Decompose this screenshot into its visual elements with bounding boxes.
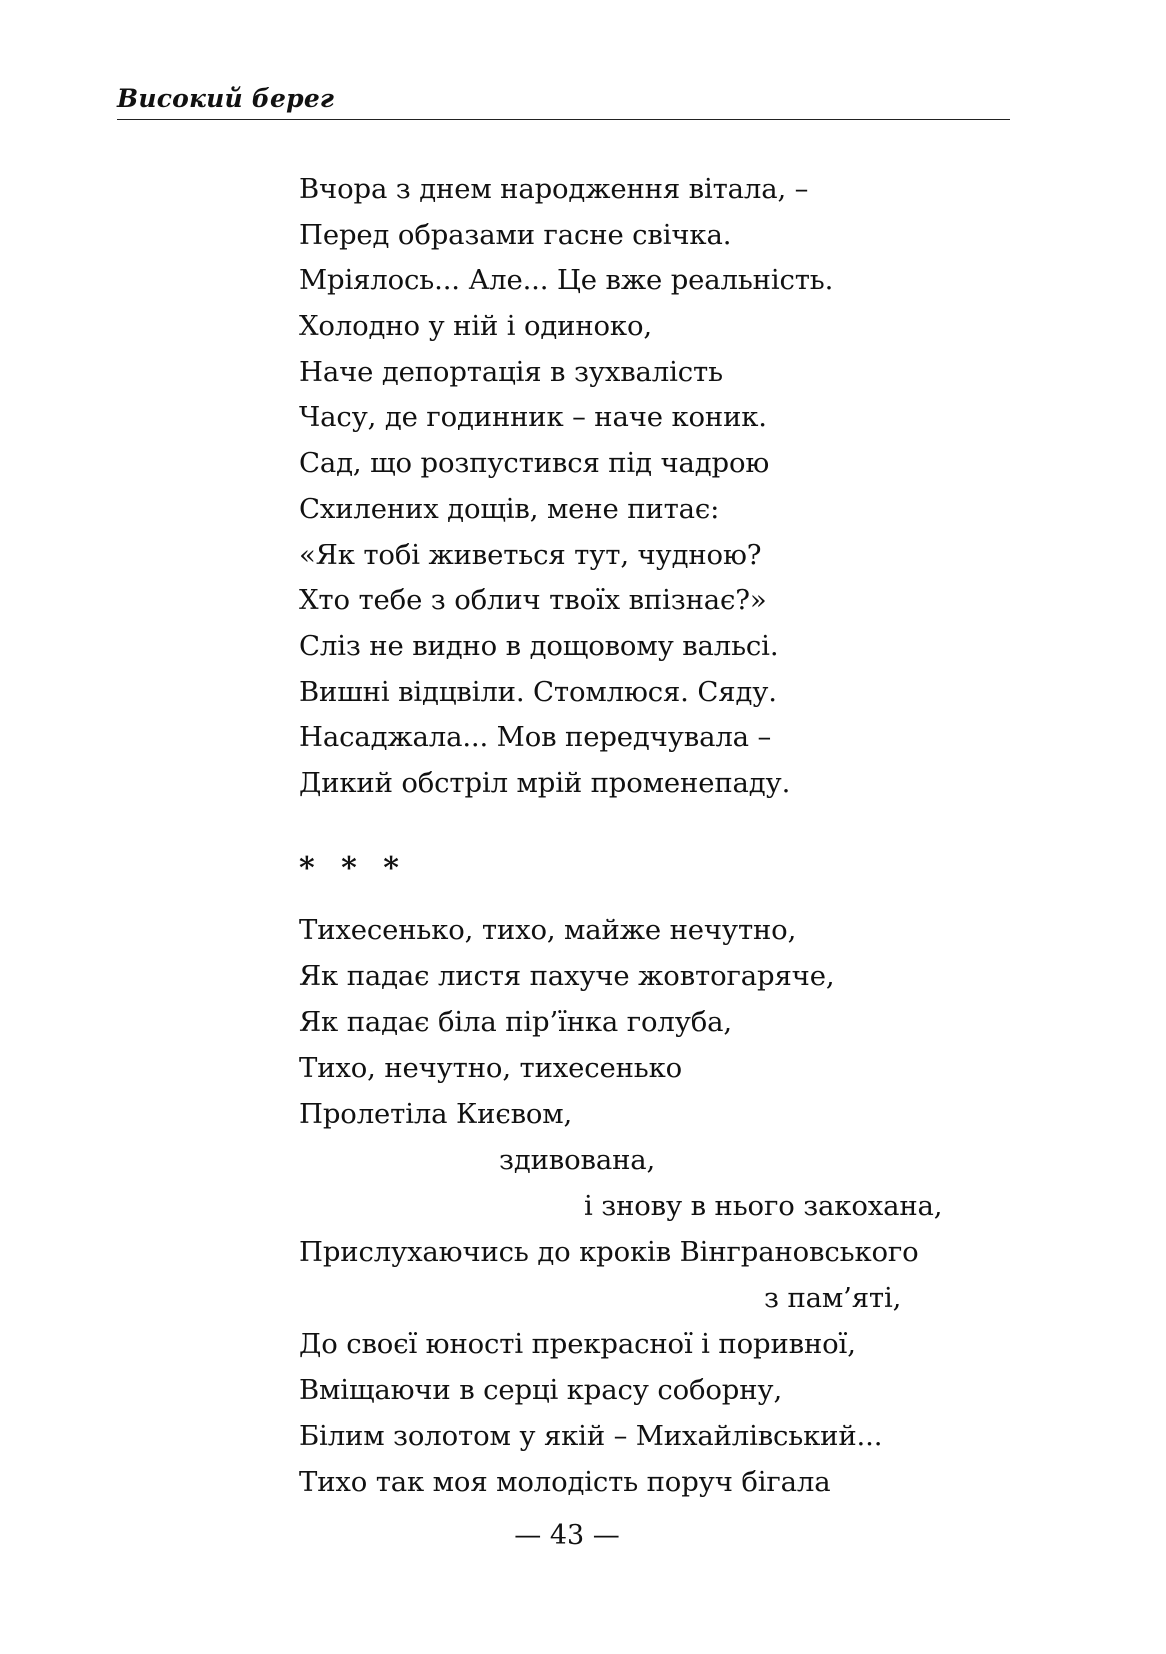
poem-line: Дикий обстріл мрій променепаду. (299, 766, 791, 799)
poem-line: Мріялось... Але... Це вже реальність. (299, 264, 834, 297)
header-divider (117, 119, 1010, 120)
poem-line: До своєї юності прекрасної і поривної, (299, 1328, 856, 1360)
poem-line: «Як тобі живеться тут, чудною? (299, 538, 762, 571)
poem-line: Вишні відцвіли. Стомлюся. Сяду. (299, 675, 777, 708)
poem-line: Як падає біла пір’їнка голуба, (299, 1006, 733, 1038)
poem-line: Наче депортація в зухвалість (299, 355, 723, 388)
poem-line-indented: і знову в нього закохана, (584, 1190, 943, 1222)
poem-second (299, 907, 942, 1505)
poem-line: Прислухаючись до кроків Вінграновського (299, 1236, 919, 1268)
poem-line-indented: здивована, (499, 1144, 656, 1176)
page-number: — 43 — (514, 1520, 620, 1551)
poem-line: Часу, де годинник – наче коник. (299, 401, 767, 434)
poem-line: Тихо так моя молодість поруч бігала (299, 1466, 831, 1498)
poem-line: Сліз не видно в дощовому вальсі. (299, 629, 779, 662)
poem-line: Хто тебе з облич твоїх впізнає?» (299, 584, 767, 617)
poem-line: Холодно у ній і одиноко, (299, 310, 652, 343)
poem-line: Як падає листя пахуче жовтогаряче, (299, 960, 835, 992)
poem-line: Схилених дощів, мене питає: (299, 492, 720, 525)
poem-first (299, 167, 833, 807)
poem-line: Тихесенько, тихо, майже нечутно, (299, 914, 797, 946)
poem-line-indented: з пам’яті, (764, 1282, 902, 1314)
poem-line: Насаджала... Мов передчувала – (299, 721, 772, 754)
running-header-title: Високий берег (117, 84, 335, 113)
poem-line: Тихо, нечутно, тихесенько (299, 1052, 683, 1084)
poem-line: Вміщаючи в серці красу соборну, (299, 1374, 783, 1406)
poem-line: Білим золотом у якій – Михайлівський... (299, 1420, 883, 1452)
poem-line: Сад, що розпустився під чадрою (299, 447, 770, 480)
poem-line: Пролетіла Києвом, (299, 1098, 573, 1130)
section-break-asterisks: * * * (299, 851, 407, 886)
poem-line: Перед образами гасне свічка. (299, 218, 732, 251)
poem-line: Вчора з днем народження вітала, – (299, 173, 809, 205)
